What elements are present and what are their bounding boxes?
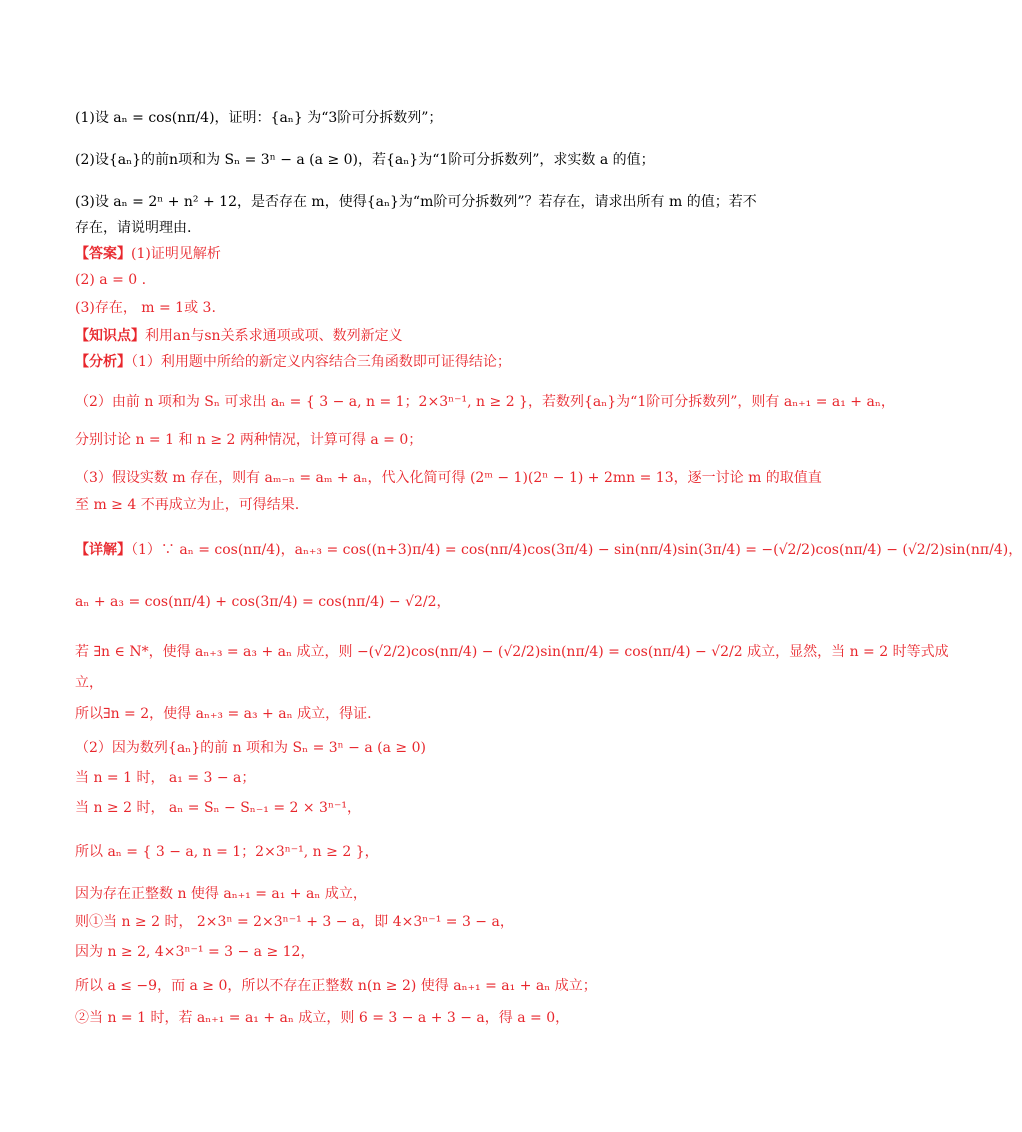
solution-line-3: 若 ∃n ∈ N*，使得 aₙ₊₃ = a₃ + aₙ 成立，则 −(√2/2)cos(nπ/4) − (√2/2)sin(nπ/4) = cos(nπ/4) − √2/2 成立，显然，当 n = 2 时等式成 [75,644,949,660]
solution-case-1-bound: 因为 n ≥ 2, 4×3ⁿ⁻¹ = 3 − a ≥ 12， [75,944,315,960]
analysis-part-2: （2）由前 n 项和为 Sₙ 可求出 aₙ = { 3 − a, n = 1；2×3ⁿ⁻¹, n ≥ 2 }，若数列{aₙ}为“1阶可分拆数列”，则有 aₙ₊₁ = a₁ + aₙ， [75,394,895,410]
question-part-3: (3)设 aₙ = 2ⁿ + n² + 12，是否存在 m，使得{aₙ}为“m阶可分拆数列”？若存在，请求出所有 m 的值；若不 [75,194,757,210]
solution-piecewise: 所以 aₙ = { 3 − a, n = 1；2×3ⁿ⁻¹, n ≥ 2 }， [75,844,379,860]
solution-line-4: 所以∃n = 2，使得 aₙ₊₃ = a₃ + aₙ 成立，得证. [75,706,372,722]
solution-part-1: 【详解】（1）∵ aₙ = cos(nπ/4)，aₙ₊₃ = cos((n+3)π/4) = cos(nπ/4)cos(3π/4) − sin(nπ/4)sin(3π/4) = −(√2/2)cos(nπ/4) − (√2/2)sin(nπ/4)， [75,542,1022,558]
analysis-part-3-cont: 至 m ≥ 4 不再成立为止，可得结果. [75,497,300,513]
solution-line-3-cont: 立， [75,675,103,691]
answer-line: 【答案】(1)证明见解析 [75,246,221,262]
solution-part-2: （2）因为数列{aₙ}的前 n 项和为 Sₙ = 3ⁿ − a (a ≥ 0) [75,740,426,756]
question-part-2: (2)设{aₙ}的前n项和为 Sₙ = 3ⁿ − a (a ≥ 0)，若{aₙ}为“1阶可分拆数列”，求实数 a 的值； [75,152,655,168]
analysis-part-3: （3）假设实数 m 存在，则有 aₘ₋ₙ = aₘ + aₙ，代入化简可得 (2ᵐ − 1)(2ⁿ − 1) + 2mn = 13，逐一讨论 m 的取值直 [75,470,822,486]
solution-case-n2: 当 n ≥ 2 时， aₙ = Sₙ − Sₙ₋₁ = 2 × 3ⁿ⁻¹， [75,800,362,816]
answer-part-3: (3)存在， m = 1或 3. [75,300,216,316]
knowledge-point: 【知识点】利用an与sn关系求通项或项、数列新定义 [75,328,403,344]
solution-case-n1: 当 n = 1 时， a₁ = 3 − a； [75,770,256,786]
analysis-part-1: 【分析】（1）利用题中所给的新定义内容结合三角函数即可证得结论； [75,354,511,370]
question-part-1: (1)设 aₙ = cos(nπ/4)，证明：{aₙ} 为“3阶可分拆数列”； [75,110,443,126]
question-part-3-cont: 存在，请说明理由. [75,220,192,236]
solution-exists-n: 因为存在正整数 n 使得 aₙ₊₁ = a₁ + aₙ 成立， [75,886,367,902]
solution-line-2: aₙ + a₃ = cos(nπ/4) + cos(3π/4) = cos(nπ/4) − √2/2， [75,594,451,610]
analysis-part-2-cont: 分别讨论 n = 1 和 n ≥ 2 两种情况，计算可得 a = 0； [75,432,423,448]
solution-case-2: ②当 n = 1 时，若 aₙ₊₁ = a₁ + aₙ 成立，则 6 = 3 − a + 3 − a，得 a = 0， [75,1010,570,1026]
solution-case-1: 则①当 n ≥ 2 时， 2×3ⁿ = 2×3ⁿ⁻¹ + 3 − a，即 4×3ⁿ⁻¹ = 3 − a， [75,914,514,930]
solution-case-1-conclusion: 所以 a ≤ −9，而 a ≥ 0，所以不存在正整数 n(n ≥ 2) 使得 aₙ₊₁ = a₁ + aₙ 成立； [75,978,597,994]
answer-part-2: (2) a = 0 . [75,272,147,288]
